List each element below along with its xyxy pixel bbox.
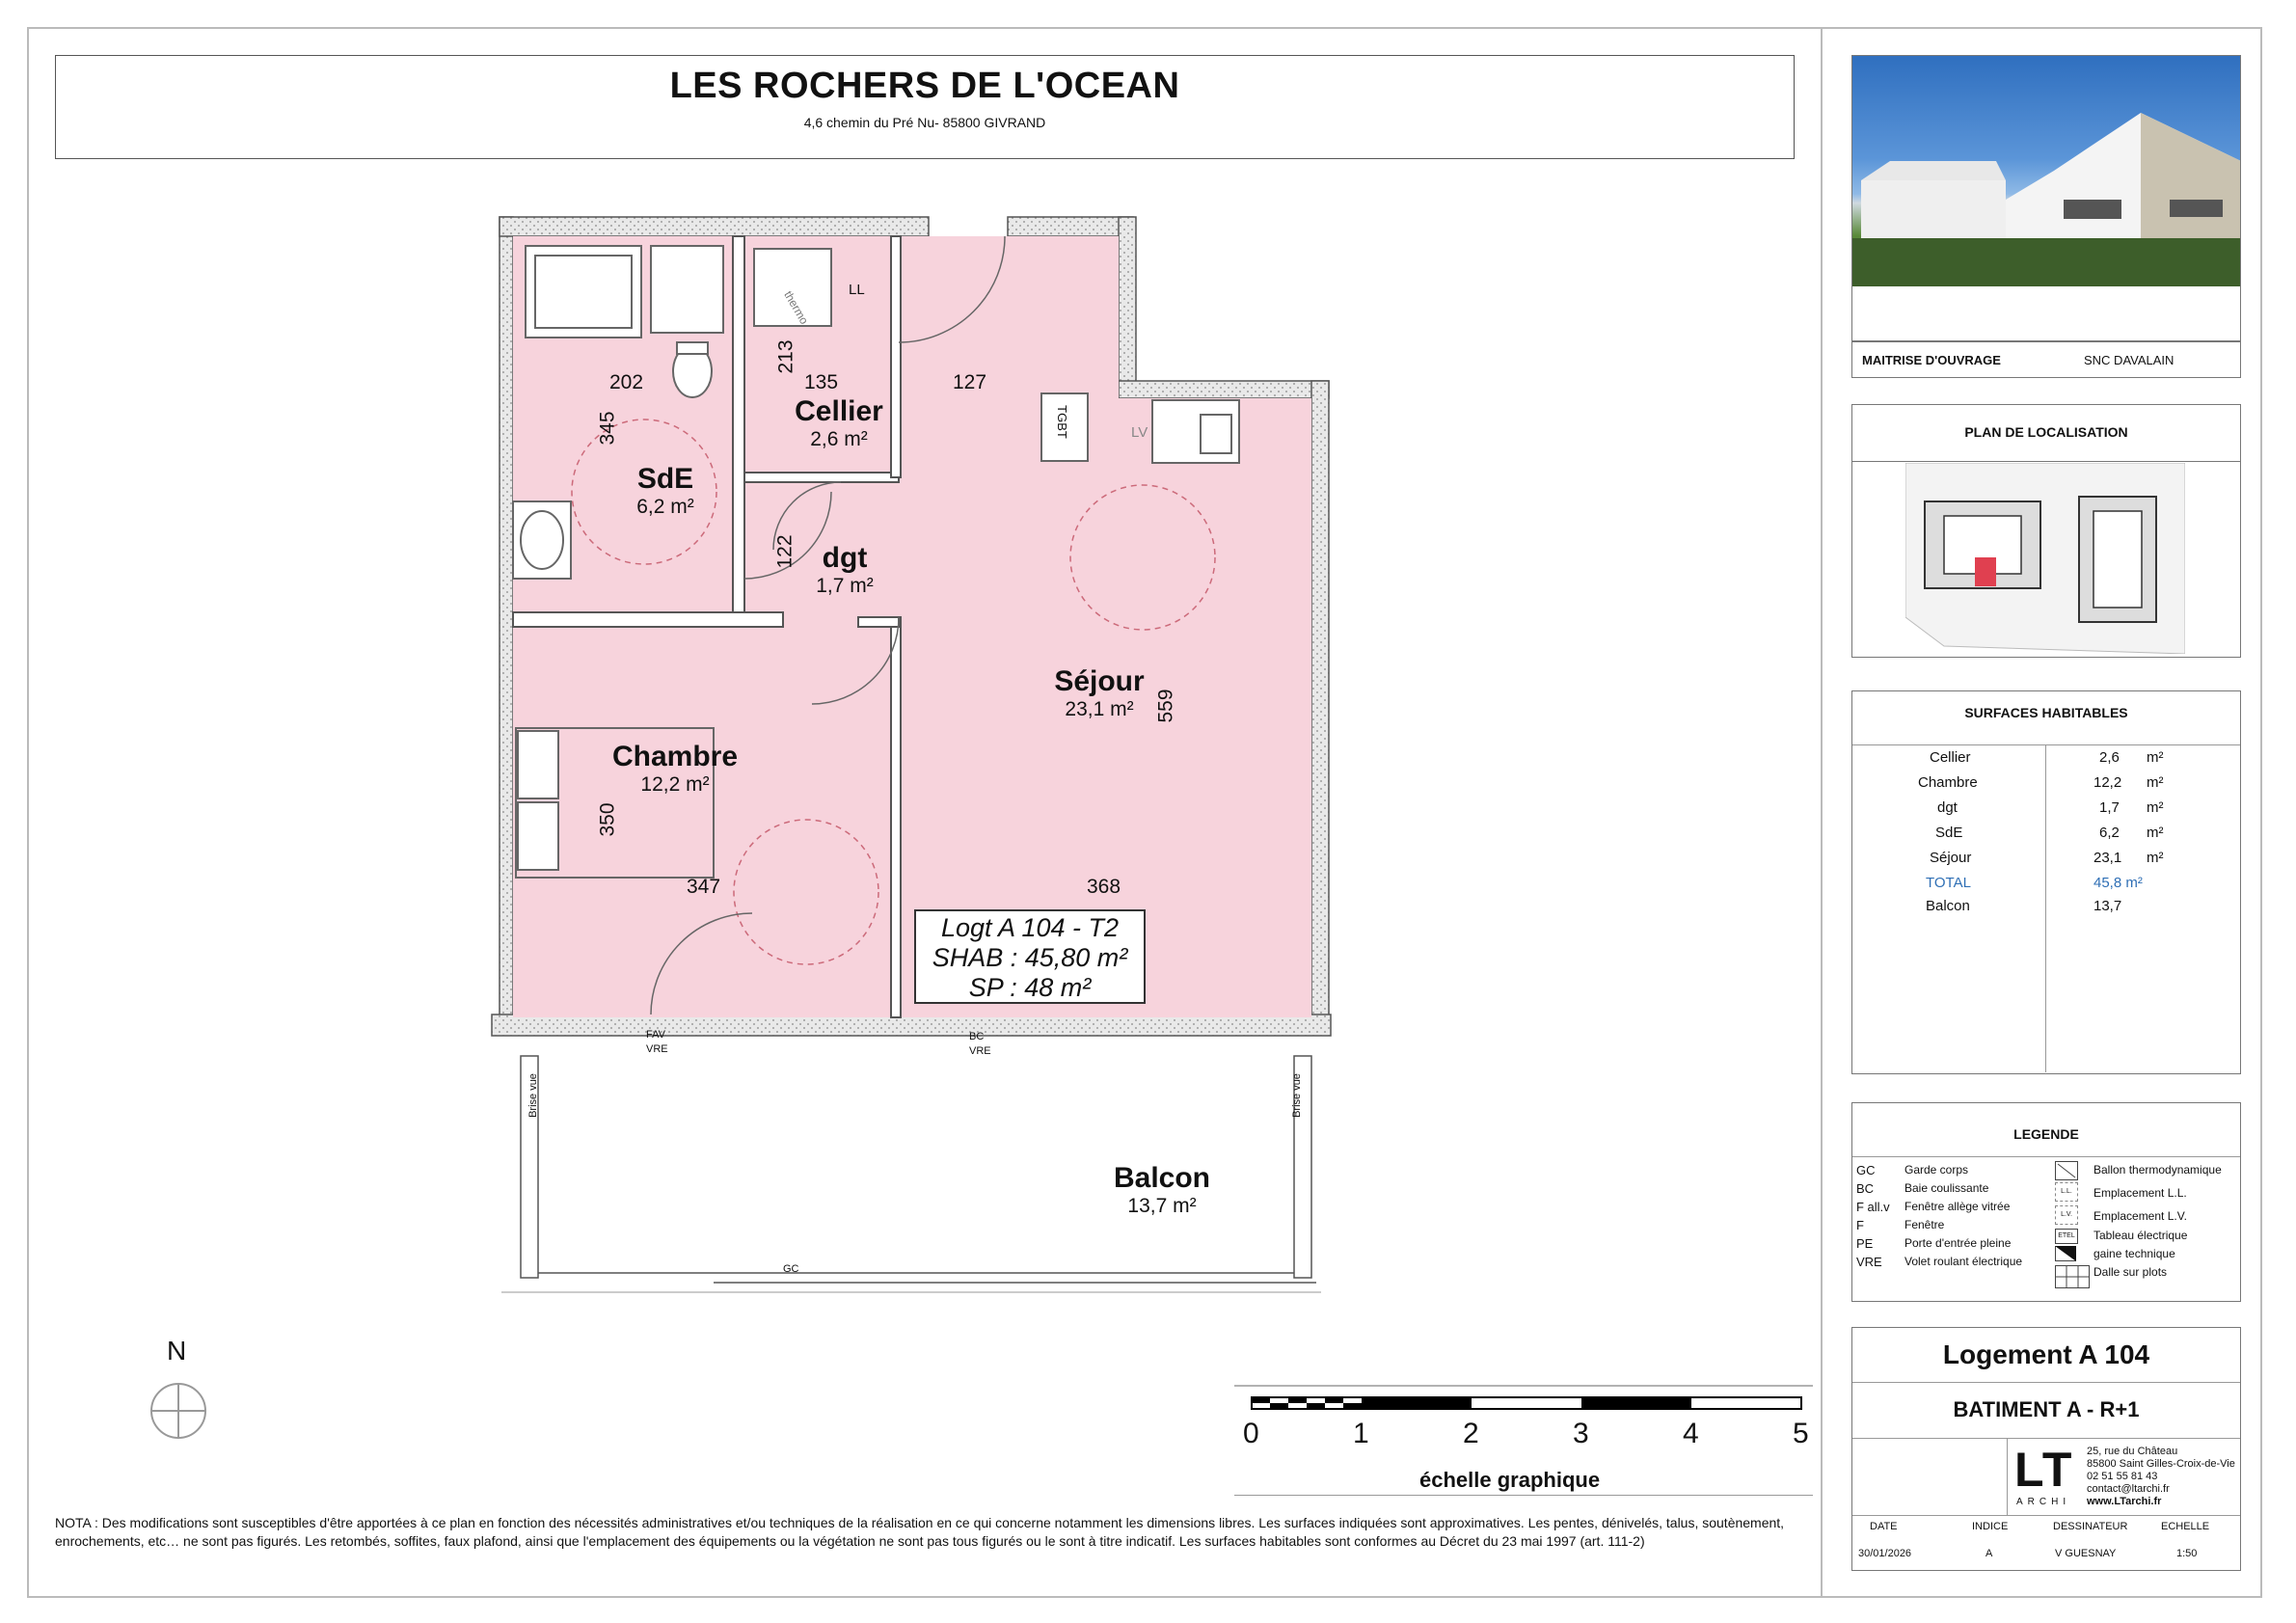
divider xyxy=(1852,1438,2240,1439)
surface-value: 1,7 xyxy=(2099,799,2120,816)
surface-unit: m² xyxy=(2147,749,2164,766)
room-dgt xyxy=(797,542,893,598)
address-line: 02 51 55 81 43 xyxy=(2087,1471,2158,1482)
logt-line-2: SHAB : 45,80 m² xyxy=(932,943,1128,972)
room-balcon xyxy=(1094,1162,1229,1218)
legende-text: Dalle sur plots xyxy=(2093,1265,2168,1279)
surfaces-title: SURFACES HABITABLES xyxy=(1964,705,2128,720)
north-label: N xyxy=(167,1336,187,1366)
address-line: www.LTarchi.fr xyxy=(2087,1496,2162,1507)
logement-title: Logement A 104 xyxy=(1942,1339,2150,1369)
surface-value: 6,2 xyxy=(2099,825,2120,841)
room-area: 12,2 m² xyxy=(640,773,710,796)
label-thermo: thermo xyxy=(781,288,812,327)
legende-text: Porte d'entrée pleine xyxy=(1904,1236,2012,1250)
scale-bar xyxy=(1234,1384,1832,1422)
surface-balcon-row xyxy=(1852,894,2240,919)
surface-unit: m² xyxy=(2147,825,2164,841)
meta-echelle: 1:50 xyxy=(2176,1548,2198,1559)
dim-sde-height: 345 xyxy=(596,411,619,446)
label-fav: FAV xyxy=(646,1029,665,1041)
surface-row xyxy=(1852,745,2240,771)
room-area: 2,6 m² xyxy=(810,428,868,450)
legende-text: Emplacement L.V. xyxy=(2093,1209,2187,1223)
label-lv: LV xyxy=(1131,424,1148,441)
surface-name: Cellier xyxy=(1930,749,1971,766)
grid-icon xyxy=(2055,1265,2090,1288)
surface-balcon-value: 13,7 xyxy=(2093,898,2122,914)
legende-code: F xyxy=(1856,1218,1864,1232)
legende-text: Garde corps xyxy=(1904,1163,1969,1177)
legende-text: gaine technique xyxy=(2093,1247,2175,1260)
surface-unit: m² xyxy=(2147,799,2164,816)
scale-tick-3: 3 xyxy=(1573,1418,1589,1449)
surface-row xyxy=(1852,796,2240,821)
legende-code: F all.v xyxy=(1856,1200,1890,1214)
label-gc: GC xyxy=(783,1263,799,1275)
room-name: SdE xyxy=(636,463,694,495)
dim-sejour-top: 127 xyxy=(953,371,987,393)
surfaces-panel xyxy=(1851,690,2241,1074)
surface-unit: m² xyxy=(2147,774,2164,791)
ll-icon: L.L. xyxy=(2055,1182,2078,1202)
legende-text: Emplacement L.L. xyxy=(2093,1186,2187,1200)
room-chambre xyxy=(603,741,747,797)
surface-value: 23,1 xyxy=(2093,850,2122,866)
scale-tick-5: 5 xyxy=(1793,1418,1809,1449)
dim-chambre-width: 347 xyxy=(687,876,721,898)
dim-cellier-height: 213 xyxy=(774,339,797,374)
room-name: Balcon xyxy=(1113,1162,1211,1194)
label-bc: BC xyxy=(969,1031,985,1042)
maitrise-value: SNC DAVALAIN xyxy=(2084,353,2174,367)
lt-logo: LT xyxy=(2014,1443,2074,1497)
legende-panel xyxy=(1851,1102,2241,1302)
room-area: 23,1 m² xyxy=(1065,698,1134,720)
meta-header: DESSINATEUR xyxy=(2053,1521,2128,1532)
title-block xyxy=(55,55,1795,159)
scale-tick-2: 2 xyxy=(1463,1418,1479,1449)
surface-name: Chambre xyxy=(1918,774,1978,791)
surface-row xyxy=(1852,821,2240,846)
scale-tick-0: 0 xyxy=(1243,1418,1259,1449)
scale-tick-4: 4 xyxy=(1683,1418,1699,1449)
surface-name: Séjour xyxy=(1930,850,1972,866)
legende-text: Fenêtre xyxy=(1904,1218,1945,1231)
divider xyxy=(2007,1438,2008,1515)
legende-text: Baie coulissante xyxy=(1904,1181,1989,1195)
thermo-ballon-icon xyxy=(2055,1161,2078,1180)
scale-tick-1: 1 xyxy=(1353,1418,1369,1449)
dim-cellier-width: 135 xyxy=(804,371,839,393)
architect-address xyxy=(2087,1446,2235,1508)
dim-sde-width: 202 xyxy=(609,371,644,393)
cartouche-panel xyxy=(1851,1327,2241,1571)
maitrise-ouvrage xyxy=(1851,341,2241,378)
label-vre-chambre: VRE xyxy=(646,1043,668,1055)
surface-unit: m² xyxy=(2147,850,2164,866)
meta-header: INDICE xyxy=(1972,1521,2009,1532)
room-area: 6,2 m² xyxy=(636,496,694,518)
dim-chambre-height: 350 xyxy=(596,802,619,837)
lv-icon: L.V. xyxy=(2055,1205,2078,1225)
surface-value: 12,2 xyxy=(2093,774,2122,791)
surface-row xyxy=(1852,846,2240,871)
legende-text: Fenêtre allège vitrée xyxy=(1904,1200,2011,1213)
lt-logo-sub: ARCHI xyxy=(2016,1497,2071,1507)
divider xyxy=(1852,1515,2240,1516)
room-name: Séjour xyxy=(1054,665,1145,697)
room-name: dgt xyxy=(822,542,868,574)
compass-icon xyxy=(111,1326,236,1451)
logt-box xyxy=(914,909,1146,1004)
legende-code: PE xyxy=(1856,1236,1874,1251)
surface-row xyxy=(1852,771,2240,796)
label-ll: LL xyxy=(849,282,865,298)
north-arrow xyxy=(111,1326,236,1451)
logt-line-1: Logt A 104 - T2 xyxy=(940,913,1120,942)
localisation-panel xyxy=(1851,404,2241,658)
localisation-map xyxy=(1905,463,2185,654)
meta-dessinateur: V GUESNAY xyxy=(2055,1548,2117,1559)
surface-total-row xyxy=(1852,871,2240,896)
surface-balcon-name: Balcon xyxy=(1926,898,1970,914)
nota-text: NOTA : Des modifications sont susceptibles d'être apportées à ce plan en fonction des nécessités administratives et/ou techniques de la réalisation en ce qui concerne notamment les dimensions libres. Les surfaces indiquées sont approximatives. Les pentes, dénivelés, talus, soutènement, enrochements, etc… ne sont pas figurés. Les retombés, soffites, faux plafond, ainsi que l'emplacement des équipements ou la végétation ne sont pas tous figurés ou le sont à titre indicatif. Les surfaces habitables sont conformes au Décret du 23 mai 1997 (art. 111-2) xyxy=(55,1515,1785,1549)
project-title: LES ROCHERS DE L'OCEAN xyxy=(669,66,1180,106)
room-cellier xyxy=(781,395,897,451)
dim-dgt-height: 122 xyxy=(773,534,797,569)
meta-header: ECHELLE xyxy=(2161,1521,2210,1532)
logt-line-3: SP : 48 m² xyxy=(968,973,1092,1002)
room-area: 1,7 m² xyxy=(816,575,874,597)
tableau-electrique-icon: ETEL xyxy=(2055,1229,2078,1244)
legende-text: Volet roulant électrique xyxy=(1904,1255,2023,1268)
legende-text: Ballon thermodynamique xyxy=(2093,1163,2222,1177)
gaine-technique-icon xyxy=(2055,1246,2076,1261)
surface-name: dgt xyxy=(1937,799,1958,816)
surface-name: SdE xyxy=(1935,825,1963,841)
dim-sejour-height: 559 xyxy=(1154,689,1177,723)
triangle-icon xyxy=(2055,1246,2076,1261)
room-name: Chambre xyxy=(611,741,739,772)
label-brise-vue-right: Brise vue xyxy=(1290,1073,1303,1118)
diagonal-icon xyxy=(2056,1162,2077,1179)
address-line: contact@ltarchi.fr xyxy=(2087,1483,2170,1495)
divider xyxy=(1852,461,2240,462)
meta-date: 30/01/2026 xyxy=(1858,1548,1912,1559)
dalle-plots-icon xyxy=(2055,1265,2090,1288)
address-line: 85800 Saint Gilles-Croix-de-Vie xyxy=(2087,1458,2235,1470)
batiment-title: BATIMENT A - R+1 xyxy=(1953,1397,2140,1421)
label-tgbt: TGBT xyxy=(1054,405,1069,439)
photo-frame xyxy=(1851,55,2241,341)
legende-text: Tableau électrique xyxy=(2093,1229,2188,1242)
legende-title: LEGENDE xyxy=(2013,1126,2079,1142)
room-area: 13,7 m² xyxy=(1127,1195,1197,1217)
meta-header: DATE xyxy=(1870,1521,1898,1532)
surface-total-value: 45,8 m² xyxy=(2093,875,2143,891)
legende-code: VRE xyxy=(1856,1255,1882,1269)
label-vre-sejour: VRE xyxy=(969,1045,991,1057)
room-name: Cellier xyxy=(795,395,883,427)
localisation-title: PLAN DE LOCALISATION xyxy=(1964,424,2128,440)
meta-indice: A xyxy=(1985,1548,1993,1559)
sidebar-divider xyxy=(1821,27,1823,1598)
legende-code: GC xyxy=(1856,1163,1876,1177)
scale-underline xyxy=(1234,1495,1813,1496)
label-brise-vue-left: Brise vue xyxy=(527,1073,539,1118)
maitrise-label: MAITRISE D'OUVRAGE xyxy=(1862,353,2001,367)
dim-sejour-width: 368 xyxy=(1087,876,1121,898)
room-sejour xyxy=(1041,665,1157,721)
legende-code: BC xyxy=(1856,1181,1875,1196)
surface-total-name: TOTAL xyxy=(1926,875,1971,891)
project-address: 4,6 chemin du Pré Nu- 85800 GIVRAND xyxy=(803,115,1046,130)
scale-caption: échelle graphique xyxy=(1419,1468,1601,1492)
room-sde xyxy=(617,463,714,519)
address-line: 25, rue du Château xyxy=(2087,1446,2178,1457)
divider xyxy=(1852,1156,2240,1157)
surface-value: 2,6 xyxy=(2099,749,2120,766)
